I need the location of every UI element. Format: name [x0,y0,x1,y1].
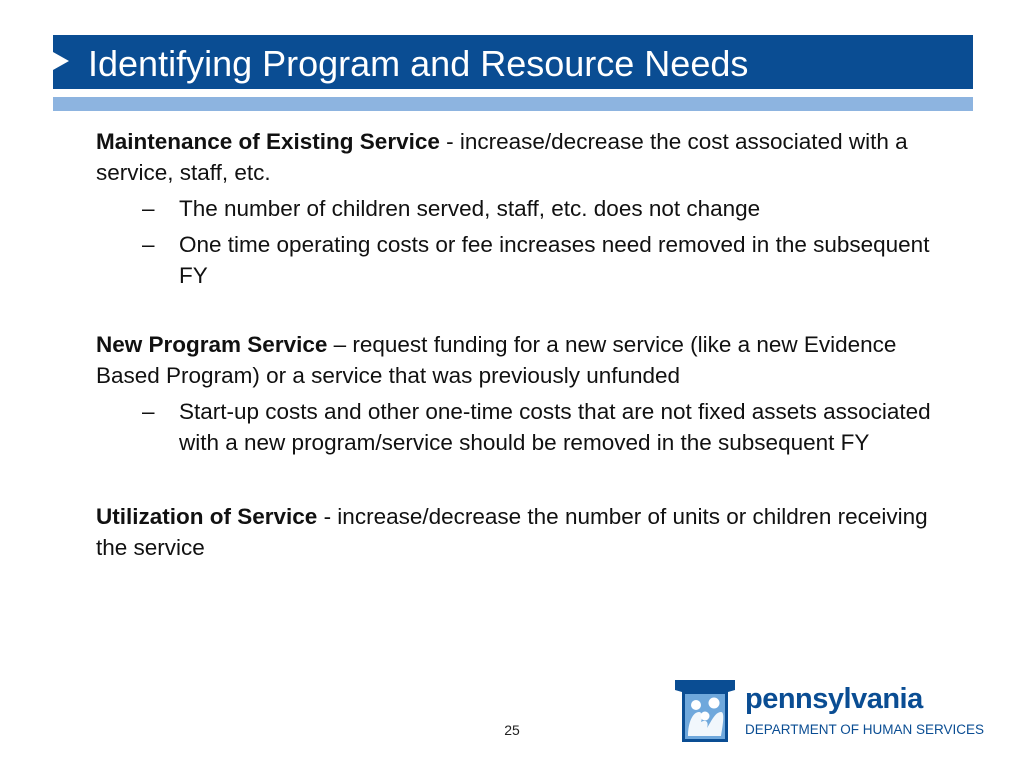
page-number: 25 [504,722,520,738]
slide-content [96,126,946,563]
section-heading: Utilization of Service [96,504,318,529]
title-underline-rule [53,97,973,111]
bullet-item [96,396,946,458]
section-new-program [96,329,946,391]
logo-name: pennsylvania [745,683,923,715]
bullet-item [96,229,946,291]
bullet-dash: – [142,232,155,257]
section-heading: Maintenance of Existing Service [96,129,440,154]
title-arrow-icon [53,52,69,70]
bullet-text: The number of children served, staff, etc. does not change [179,196,761,221]
bullet-item [96,193,946,224]
keystone-family-icon [673,678,737,744]
pa-dhs-logo [673,678,983,748]
bullet-text: One time operating costs or fee increases need removed in the subsequent FY [179,232,930,288]
section-description: - increase/decrease the cost associated with a service, staff, etc. [96,129,908,185]
bullet-dash: – [142,399,155,424]
spacer [96,458,946,501]
section-maintenance [96,126,946,188]
slide-title: Identifying Program and Resource Needs [88,43,749,84]
section-description: - increase/decrease the number of units or children receiving the service [96,504,928,560]
section-heading: New Program Service [96,332,328,357]
bullet-text: Start-up costs and other one-time costs that are not fixed assets associated with a new program/service should be removed in the subsequent FY [179,399,931,455]
section-utilization [96,501,946,563]
logo-department: DEPARTMENT OF HUMAN SERVICES [745,722,985,737]
spacer [96,291,946,329]
bullet-dash: – [142,196,155,221]
section-description: – request funding for a new service (like a new Evidence Based Program) or a service that was previously unfunded [96,332,897,388]
